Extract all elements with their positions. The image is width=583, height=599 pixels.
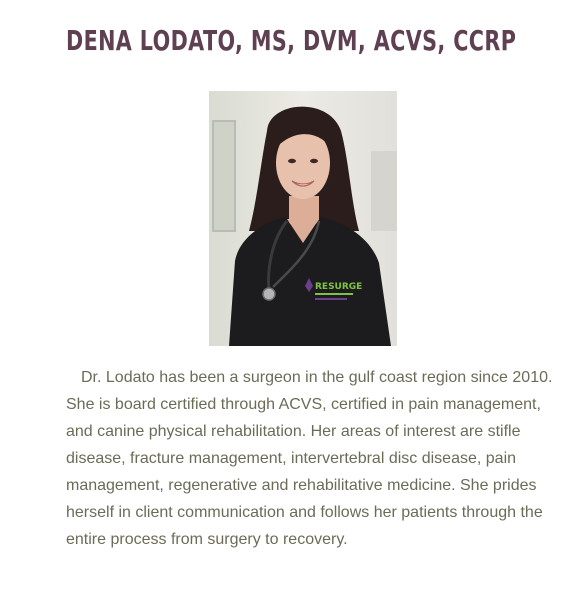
doctor-bio-paragraph: Dr. Lodato has been a surgeon in the gulf coast region since 2010. She is board certified through ACVS, certified in pain management, and canine physical rehabilitation. Her areas of interest are stifle disease, fracture management, intervertebral disc disease, pain management, regenerative and rehabilitative medicine. She prides herself in client communication and follows her patients through the entire process from surgery to recovery. (66, 369, 553, 548)
eye-left (288, 159, 296, 163)
background-door-frame (213, 121, 235, 231)
doctor-name-heading: DENA LODATO, MS, DVM, ACVS, CCRP (66, 24, 517, 57)
portrait-illustration (209, 91, 397, 346)
background-wall-panel (371, 151, 397, 231)
stethoscope-chestpiece (263, 288, 275, 300)
badge-line (315, 293, 353, 295)
eye-right (310, 159, 318, 163)
badge-brand-text: RESURGE (315, 282, 363, 292)
badge-line-2 (315, 298, 347, 300)
doctor-portrait-photo (209, 91, 397, 346)
